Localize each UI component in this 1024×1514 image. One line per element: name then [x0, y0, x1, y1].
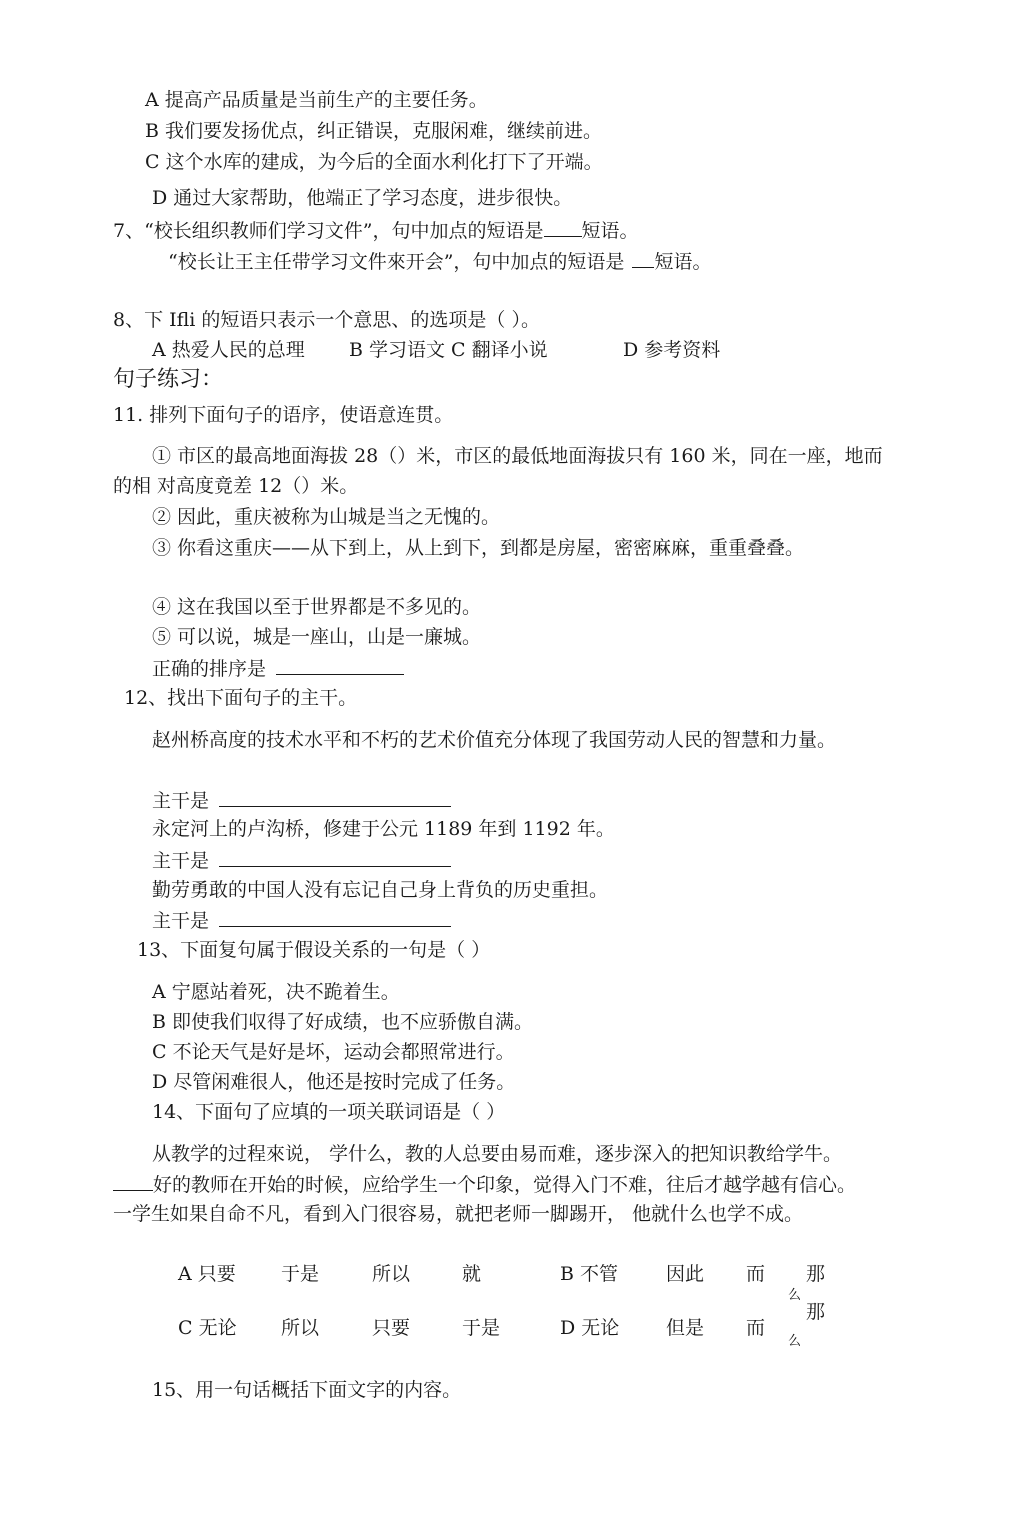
q12-stem: 12、找出下面句子的主干。	[124, 687, 358, 709]
q14-blank-1[interactable]	[113, 1172, 153, 1191]
q11-answer-blank[interactable]	[276, 656, 404, 675]
q11-sentence-2: ② 因此，重庆被称为山城是当之无愧的。	[152, 506, 501, 528]
q6-option-b: B 我们要发扬优点，纠正错误，克服闲难，继续前进。	[145, 120, 603, 142]
q8-option-d: D 参考资料	[623, 339, 721, 361]
q8-option-a: A 热爱人民的总理	[152, 339, 305, 361]
q8-option-bc: B 学习语文 C 翻译小说	[349, 339, 548, 361]
q14-paragraph-line-1: 从教学的过程來说， 学什么，教的人总要由易而难，逐步深入的把知识教给学牛。	[152, 1143, 843, 1165]
q7-blank-2[interactable]	[632, 249, 654, 268]
q11-answer-label: 正确的排序是	[152, 658, 267, 680]
q7-line-2-before: “校长让王主任带学习文件來开会”，句中加点的短语是	[168, 251, 625, 273]
q14-row1-cell-8: 那	[806, 1263, 826, 1285]
q12-blank-1[interactable]	[219, 788, 451, 807]
q14-row1-small-char: 么	[788, 1288, 802, 1303]
q14-row1-cell-4: 就	[462, 1263, 482, 1285]
q14-paragraph-line-3: 一学生如果自命不凡，看到入门很容易，就把老师一脚踢开， 他就什么也学不成。	[113, 1203, 804, 1225]
q14-row2-cell-3: 只要	[372, 1317, 411, 1339]
q14-row2-cell-7: 而	[746, 1317, 766, 1339]
q8-stem: 8、下 Ifli 的短语只表示一个意思、的选项是（ ）。	[113, 309, 540, 331]
q6-option-c: C 这个水库的建成，为今后的全面水利化打下了开端。	[145, 151, 603, 173]
q14-row2-cell-5: D 无论	[560, 1317, 620, 1339]
q14-row2-small-char: 么	[788, 1334, 802, 1349]
q11-sentence-3: ③ 你看这重庆——从下到上，从上到下，到都是房屋，密密麻麻，重重叠叠。	[152, 537, 805, 559]
q7-line-1-before: 7、“校长组织教师们学习文件”，句中加点的短语是	[113, 220, 544, 242]
q14-row1-cell-5: B 不管	[560, 1263, 619, 1285]
q14-row1-cell-7: 而	[746, 1263, 766, 1285]
q12-blank-2[interactable]	[219, 848, 451, 867]
q12-sentence-1: 赵州桥高度的技术水平和不朽的艺术价值充分体现了我国劳动人民的智慧和力量。	[152, 729, 837, 751]
q11-sentence-4: ④ 这在我国以至于世界都是不多见的。	[152, 596, 482, 618]
q14-row1-cell-6: 因此	[666, 1263, 705, 1285]
q11-stem: 11. 排列下面句子的语序，使语意连贯。	[113, 404, 454, 426]
q11-answer-line	[152, 656, 404, 681]
q7-line-2	[168, 249, 711, 274]
section-title: 句子练习：	[113, 367, 224, 392]
q14-row1-cell-2: 于是	[281, 1263, 320, 1285]
q14-row1-cell-3: 所以	[372, 1263, 411, 1285]
q14-row2-cell-4: 于是	[462, 1317, 501, 1339]
q7-line-1	[113, 218, 639, 243]
q6-option-a: A 提高产品质量是当前生产的主要任务。	[145, 89, 488, 111]
q11-sentence-5: ⑤ 可以说，城是一座山，山是一廉城。	[152, 626, 482, 648]
q14-row2-cell-6: 但是	[666, 1317, 705, 1339]
q11-sentence-1-line-2: 的相 对高度竟差 12（）米。	[113, 475, 359, 497]
q13-option-b: B 即使我们収得了好成绩，也不应骄傲自满。	[152, 1011, 534, 1033]
q6-option-d: D 通过大家帮助，他端正了学习态度，进步很快。	[152, 187, 573, 209]
q12-answer-1	[152, 788, 451, 813]
q13-option-a: A 宁愿站着死，决不跪着生。	[152, 981, 400, 1003]
q14-row2-cell-2: 所以	[281, 1317, 320, 1339]
q12-answer-3	[152, 908, 451, 933]
q12-sentence-2: 永定河上的卢沟桥，修建于公元 1189 年到 1192 年。	[152, 818, 615, 840]
q14-stem: 14、下面句了应填的一项关联词语是（ ）	[152, 1101, 506, 1123]
q12-sentence-3: 勤劳勇敢的中国人没有忘记自己身上背负的历史重担。	[152, 879, 609, 901]
q14-paragraph-line-2	[113, 1172, 856, 1197]
q13-option-c: C 不论天气是好是坏，运动会都照常进行。	[152, 1041, 515, 1063]
q7-blank-1[interactable]	[544, 218, 582, 237]
q7-line-2-after: 短语。	[654, 251, 712, 273]
q14-row2-cell-1: C 无论	[178, 1317, 237, 1339]
q14-row1-cell-1: A 只要	[178, 1263, 236, 1285]
q15-stem: 15、用一句话概括下面文字的内容。	[152, 1379, 462, 1401]
q14-row2-cell-8: 那	[806, 1301, 826, 1323]
q13-stem: 13、下面复句属于假设关系的一句是（ ）	[137, 939, 491, 961]
q12-label-3: 主干是	[152, 910, 210, 932]
q7-line-1-after: 短语。	[581, 220, 639, 242]
q12-label-1: 主干是	[152, 790, 210, 812]
q12-blank-3[interactable]	[219, 908, 451, 927]
q14-paragraph-line-2-text: 好的教师在开始的时候，应给学生一个印象，觉得入门不难，往后才越学越有信心。	[153, 1174, 857, 1196]
q12-answer-2	[152, 848, 451, 873]
q11-sentence-1-line-1: ① 市区的最高地面海拔 28（）米，市区的最低地面海拔只有 160 米，同在一座，地而	[152, 445, 883, 467]
q13-option-d: D 尽管闲难很人，他还是按时完成了任务。	[152, 1071, 516, 1093]
q12-label-2: 主干是	[152, 850, 210, 872]
